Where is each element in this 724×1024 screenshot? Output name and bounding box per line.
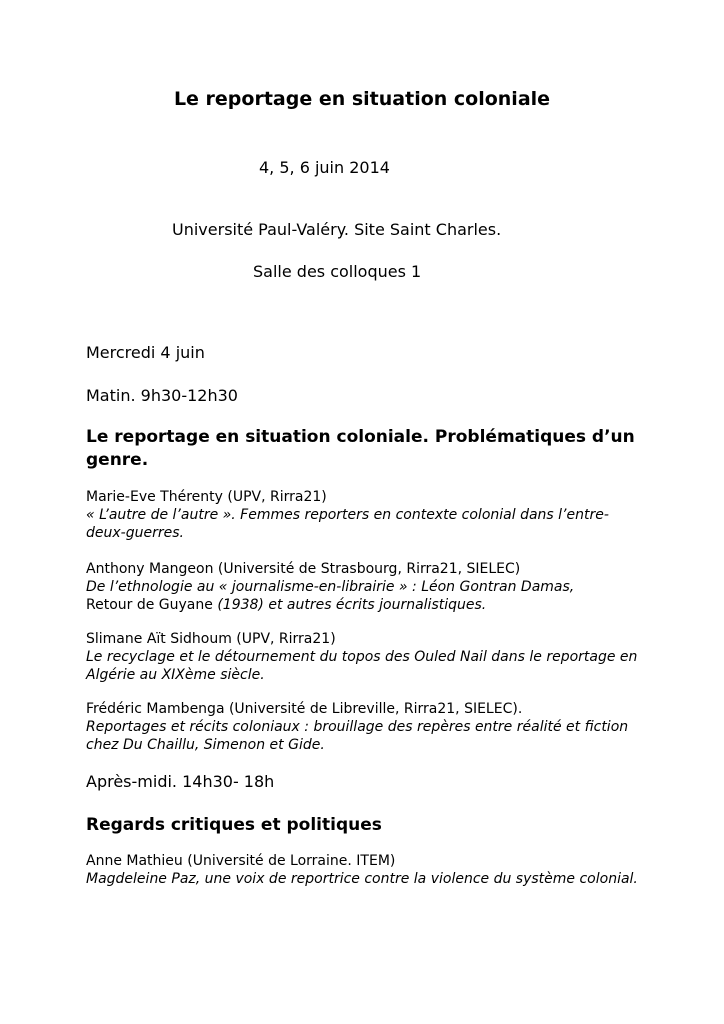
event-room: Salle des colloques 1 [253, 262, 422, 281]
talk-item [86, 852, 646, 888]
talk-item [86, 630, 646, 684]
morning-session-time: Matin. 9h30-12h30 [86, 386, 238, 405]
talk-title: Reportages et récits coloniaux : brouillage des repères entre réalité et fiction chez Du Chaillu, Simenon et Gide. [86, 719, 629, 753]
event-venue: Université Paul-Valéry. Site Saint Charles. [172, 220, 502, 239]
talk-item [86, 560, 646, 614]
talk-title: « L’autre de l’autre ». Femmes reporters en contexte colonial dans l’entre-deux-guerres. [86, 507, 609, 541]
talk-speaker: Anne Mathieu (Université de Lorraine. ITEM) [86, 853, 396, 869]
talk-item [86, 700, 646, 754]
document-title: Le reportage en situation coloniale [173, 88, 551, 110]
talk-item [86, 488, 646, 542]
event-dates: 4, 5, 6 juin 2014 [259, 158, 390, 177]
afternoon-session-time: Après-midi. 14h30- 18h [86, 772, 275, 791]
talk-speaker: Anthony Mangeon (Université de Strasbourg, Rirra21, SIELEC) [86, 561, 521, 577]
talk-title: Magdeleine Paz, une voix de reportrice contre la violence du système colonial. [86, 871, 638, 887]
day-heading: Mercredi 4 juin [86, 343, 205, 362]
morning-section-title: Le reportage en situation coloniale. Problématiques d’un genre. [86, 427, 635, 470]
afternoon-section-title: Regards critiques et politiques [86, 815, 382, 835]
talk-title-part: De l’ethnologie au « journalisme-en-librairie » : Léon Gontran Damas, [86, 579, 575, 595]
talk-speaker: Marie-Eve Thérenty (UPV, Rirra21) [86, 489, 327, 505]
talk-speaker: Slimane Aït Sidhoum (UPV, Rirra21) [86, 631, 336, 647]
talk-title [86, 578, 646, 614]
talk-title-part: (1938) et autres écrits journalistiques. [212, 597, 487, 613]
talk-title: Le recyclage et le détournement du topos des Ouled Nail dans le reportage en Algérie au XIXème siècle. [86, 649, 638, 683]
talk-speaker: Frédéric Mambenga (Université de Libreville, Rirra21, SIELEC). [86, 701, 523, 717]
talk-title-book: Retour de Guyane [86, 597, 213, 613]
